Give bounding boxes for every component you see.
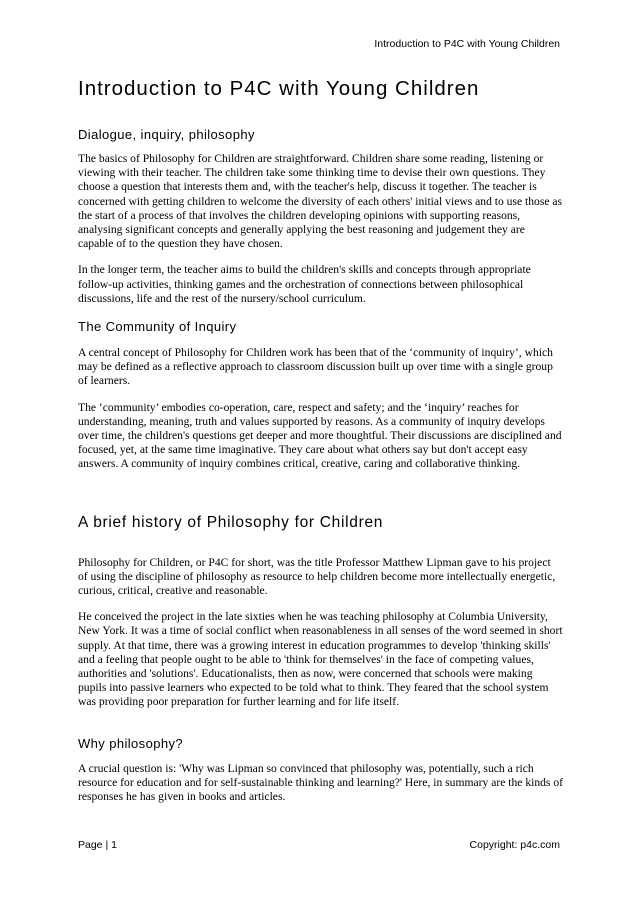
section-heading-dialogue: Dialogue, inquiry, philosophy: [78, 127, 255, 142]
paragraph-crucial-question: A crucial question is: 'Why was Lipman so convinced that philosophy was, potentially, such a rich resource for education and for self-sustainable thinking and learning?' Here, in summary are the kinds of responses he has given in books and articles.: [78, 761, 563, 804]
document-body: [78, 76, 563, 804]
page-number: Page | 1: [78, 839, 117, 851]
running-header: Introduction to P4C with Young Children: [374, 38, 560, 50]
paragraph-basics: The basics of Philosophy for Children are straightforward. Children share some reading, listening or viewing with their teacher. The children take some thinking time to devise their own questions. They choose a question that interests them and, with the teacher's help, discuss it together. The teacher is concerned with getting children to welcome the diversity of each others' initial views and to use those as the start of a process of that involves the children developing opinions with supporting reasons, analysing significant concepts and generally applying the best reasoning and judgement they are capable of to the question they have chosen.: [78, 152, 563, 251]
section-heading-history: A brief history of Philosophy for Children: [78, 513, 384, 531]
paragraph-conceived: He conceived the project in the late sixties when he was teaching philosophy at Columbia University, New York. It was a time of social conflict when reasonableness in all senses of the word seemed in short supply. At that time, there was a growing interest in education programmes to develop 'thinking skills' and a feeling that people ought to be able to 'think for themselves' in the face of competing values, authorities and 'solutions'. Educationalists, then as now, were concerned that schools were making pupils into passive learners who expected to be told what to think. They feared that the school system was providing poor preparation for further learning and for life itself.: [78, 610, 563, 709]
section-heading-community: The Community of Inquiry: [78, 319, 237, 335]
document-title: Introduction to P4C with Young Children: [78, 77, 480, 100]
copyright-notice: Copyright: p4c.com: [469, 839, 560, 851]
paragraph-central-concept: A central concept of Philosophy for Children work has been that of the ‘community of inquiry’, which may be defined as a reflective approach to classroom discussion built up over time with a single group of learners.: [78, 346, 553, 388]
section-heading-why-philosophy: Why philosophy?: [78, 735, 183, 751]
paragraph-p4c-title: Philosophy for Children, or P4C for short, was the title Professor Matthew Lipman gave to his project of using the discipline of philosophy as resource to help children become more intellectually energetic, curious, critical, creative and reasonable.: [78, 555, 556, 598]
paragraph-community-embodies: The ‘community’ embodies co-operation, care, respect and safety; and the ‘inquiry’ reaches for understanding, meaning, truth and values supported by reasons. As a community of inquiry develops over time, the children's questions get deeper and more thoughtful. Their discussions are disciplined and focused, yet, at the same time imaginative. They care about what others say but don't accept easy answers. A community of inquiry combines critical, creative, caring and collaborative thinking.: [78, 400, 562, 471]
paragraph-longer-term: In the longer term, the teacher aims to build the children's skills and concepts through appropriate follow-up activities, thinking games and the orchestration of connections between philosophical discussions, life and the rest of the nursery/school curriculum.: [78, 263, 531, 305]
